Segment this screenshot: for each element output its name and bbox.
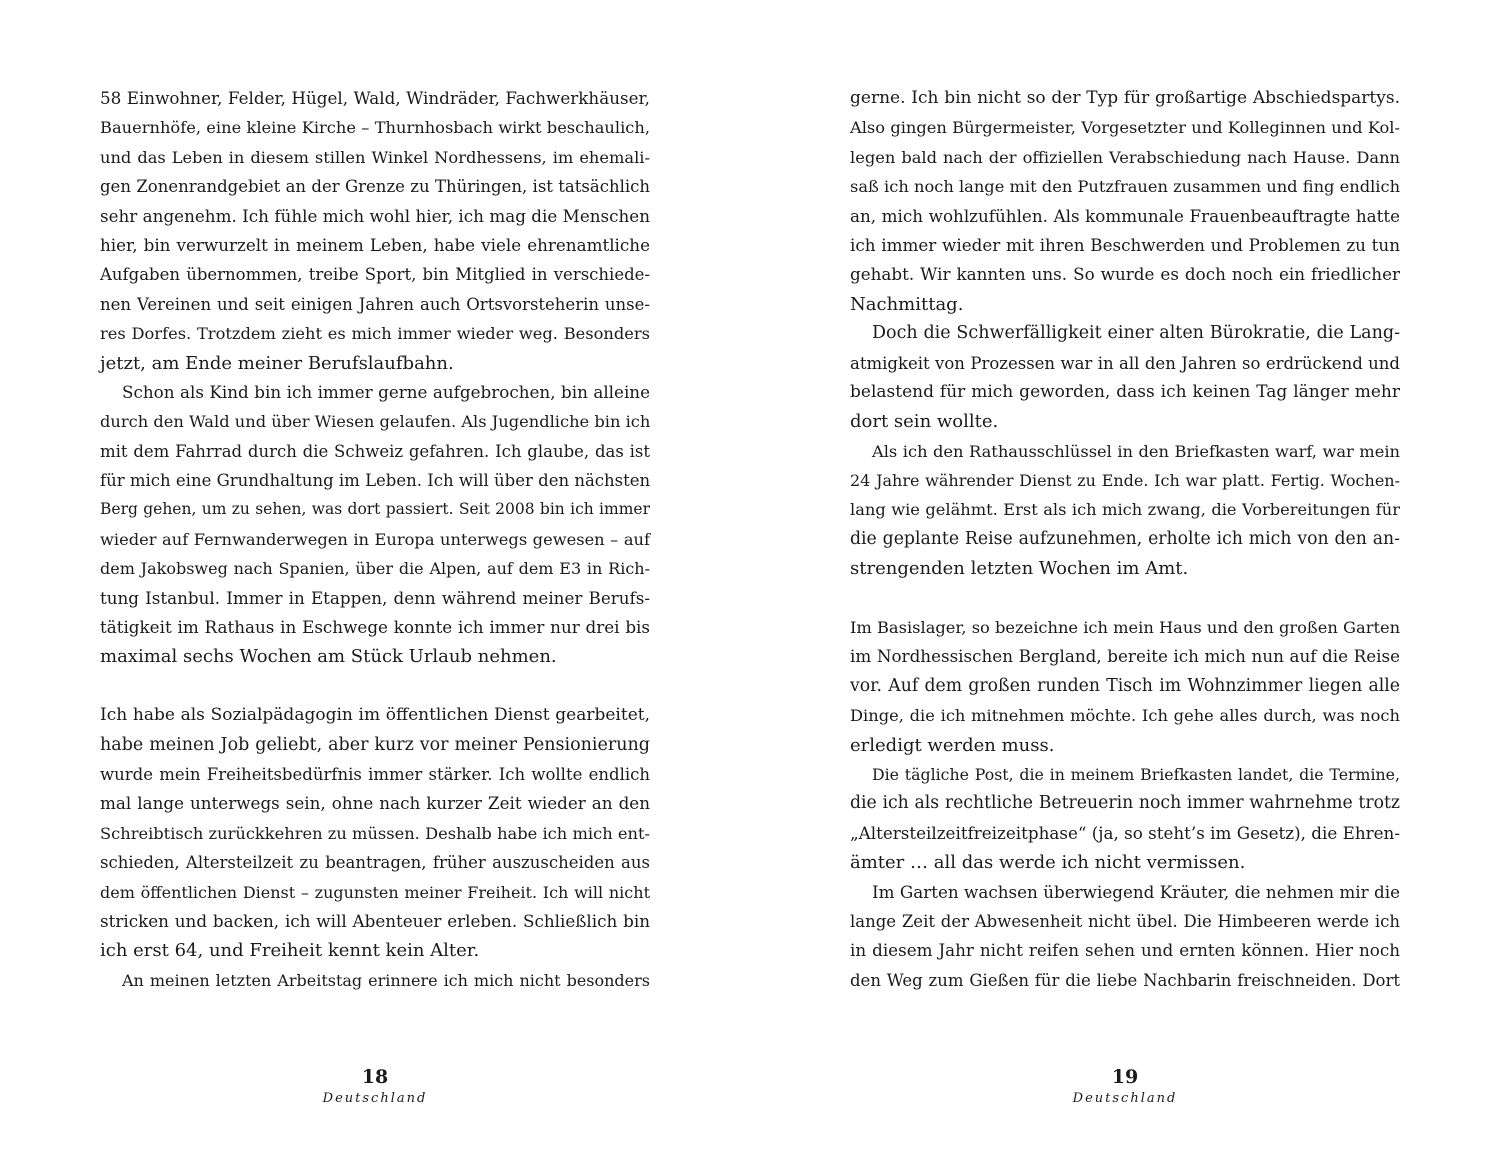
text-line: belastend für mich geworden, dass ich keinen Tag länger mehr	[850, 381, 1400, 402]
text-line: an, mich wohlzufühlen. Als kommunale Frauenbeauftragte hatte	[850, 205, 1400, 226]
running-title: Deutschland	[322, 1091, 428, 1106]
text-line: dort sein wollte.	[850, 411, 999, 433]
text-line: die geplante Reise aufzunehmen, erholte ich mich von den an-	[850, 528, 1400, 549]
text-line: 24 Jahre währender Dienst zu Ende. Ich war platt. Fertig. Wochen-	[850, 471, 1400, 491]
right-page-text	[850, 84, 1400, 995]
text-line: im Nordhessischen Bergland, bereite ich mich nun auf die Reise	[850, 646, 1400, 667]
text-line: Also gingen Bürgermeister, Vorgesetzter und Kolleginnen und Kol-	[850, 118, 1400, 138]
text-line: wurde mein Freiheitsbedürfnis immer stärker. Ich wollte endlich	[100, 764, 650, 784]
text-line: Doch die Schwerfälligkeit einer alten Bürokratie, die Lang-	[872, 323, 1400, 344]
text-line: Die tägliche Post, die in meinem Briefkasten landet, die Termine,	[872, 764, 1400, 784]
text-line: An meinen letzten Arbeitstag erinnere ich mich nicht besonders	[122, 970, 650, 990]
text-line: Berg gehen, um zu sehen, was dort passiert. Seit 2008 bin ich immer	[100, 500, 650, 519]
page-number: 19	[1111, 1066, 1139, 1088]
text-line: ich erst 64, und Freiheit kennt kein Alter.	[100, 940, 480, 962]
text-line: stricken und backen, ich will Abenteuer erleben. Schließlich bin	[100, 910, 650, 931]
text-line: Schreibtisch zurückkehren zu müssen. Deshalb habe ich mich ent-	[100, 823, 650, 843]
section-break	[850, 584, 1400, 613]
text-line: 58 Einwohner, Felder, Hügel, Wald, Windräder, Fachwerkhäuser,	[100, 88, 650, 108]
running-title: Deutschland	[1072, 1091, 1178, 1106]
right-page	[750, 0, 1500, 1167]
text-line: Im Garten wachsen überwiegend Kräuter, die nehmen mir die	[872, 881, 1400, 902]
text-line: Nachmittag.	[850, 293, 964, 315]
text-line: den Weg zum Gießen für die liebe Nachbarin freischneiden. Dort	[850, 970, 1400, 990]
text-line: Ich habe als Sozialpädagogin im öffentlichen Dienst gearbeitet,	[100, 705, 650, 726]
text-line: res Dorfes. Trotzdem zieht es mich immer wieder weg. Besonders	[100, 324, 650, 344]
text-line: tätigkeit im Rathaus in Eschwege konnte ich immer nur drei bis	[100, 617, 650, 638]
page-number: 18	[361, 1066, 389, 1088]
left-page-text	[100, 84, 650, 995]
text-line: schieden, Altersteilzeit zu beantragen, früher auszuscheiden aus	[100, 853, 650, 873]
text-line: Aufgaben übernommen, treibe Sport, bin Mitglied in verschiede-	[100, 265, 650, 285]
text-line: in diesem Jahr nicht reifen sehen und ernten können. Hier noch	[850, 940, 1400, 961]
text-line: und das Leben in diesem stillen Winkel Nordhessens, im ehemali-	[100, 147, 650, 167]
text-line: wieder auf Fernwanderwegen in Europa unterwegs gewesen – auf	[100, 529, 650, 549]
text-line: lange Zeit der Abwesenheit nicht übel. Die Himbeeren werde ich	[850, 911, 1400, 931]
text-line: „Altersteilzeitfreizeitphase“ (ja, so steht’s im Gesetz), die Ehren-	[850, 822, 1400, 843]
text-line: habe meinen Job geliebt, aber kurz vor meiner Pensionierung	[100, 734, 650, 755]
text-line: vor. Auf dem großen runden Tisch im Wohnzimmer liegen alle	[850, 675, 1400, 696]
text-line: tung Istanbul. Immer in Etappen, denn während meiner Berufs-	[100, 587, 650, 608]
text-line: ich immer wieder mit ihren Beschwerden und Problemen zu tun	[850, 234, 1400, 255]
text-line: legen bald nach der offiziellen Verabschiedung nach Hause. Dann	[850, 147, 1400, 167]
text-line: erledigt werden muss.	[850, 734, 1055, 756]
text-line: atmigkeit von Prozessen war in all den Jahren so erdrückend und	[850, 353, 1400, 373]
text-line: Dinge, die ich mitnehmen möchte. Ich gehe alles durch, was noch	[850, 706, 1400, 726]
text-line: mit dem Fahrrad durch die Schweiz gefahren. Ich glaube, das ist	[100, 441, 650, 461]
left-page-footer	[275, 1064, 475, 1108]
text-line: saß ich noch lange mit den Putzfrauen zusammen und fing endlich	[850, 177, 1401, 197]
right-page-footer	[1025, 1064, 1225, 1108]
section-break	[100, 672, 650, 701]
text-line: durch den Wald und über Wiesen gelaufen. Als Jugendliche bin ich	[100, 412, 651, 432]
text-line: die ich als rechtliche Betreuerin noch immer wahrnehme trotz	[850, 793, 1400, 814]
text-line: nen Vereinen und seit einigen Jahren auch Ortsvorsteherin unse-	[100, 294, 650, 314]
text-line: Bauernhöfe, eine kleine Kirche – Thurnhosbach wirkt beschaulich,	[100, 118, 650, 138]
text-line: gehabt. Wir kannten uns. So wurde es doch noch ein friedlicher	[850, 264, 1400, 285]
text-line: Als ich den Rathausschlüssel in den Briefkasten warf, war mein	[872, 441, 1400, 461]
text-line: dem Jakobsweg nach Spanien, über die Alpen, auf dem E3 in Rich-	[100, 559, 650, 579]
text-line: für mich eine Grundhaltung im Leben. Ich will über den nächsten	[100, 471, 651, 491]
text-line: gen Zonenrandgebiet an der Grenze zu Thüringen, ist tatsächlich	[100, 177, 650, 197]
text-line: Im Basislager, so bezeichne ich mein Haus und den großen Garten	[850, 618, 1401, 638]
text-line: hier, bin verwurzelt in meinem Leben, habe viele ehrenamtliche	[100, 234, 650, 255]
text-line: maximal sechs Wochen am Stück Urlaub nehmen.	[100, 646, 557, 668]
text-line: jetzt, am Ende meiner Berufslaufbahn.	[100, 352, 454, 374]
text-line: mal lange unterwegs sein, ohne nach kurzer Zeit wieder an den	[100, 793, 650, 814]
text-line: Schon als Kind bin ich immer gerne aufgebrochen, bin alleine	[122, 381, 650, 402]
text-line: strengenden letzten Wochen im Amt.	[850, 558, 1189, 580]
text-line: lang wie gelähmt. Erst als ich mich zwang, die Vorbereitungen für	[850, 500, 1400, 520]
text-line: gerne. Ich bin nicht so der Typ für großartige Abschiedspartys.	[850, 88, 1400, 108]
text-line: ämter … all das werde ich nicht vermissen.	[850, 852, 1246, 874]
text-line: sehr angenehm. Ich fühle mich wohl hier, ich mag die Menschen	[100, 205, 650, 226]
text-line: dem öffentlichen Dienst – zugunsten meiner Freiheit. Ich will nicht	[100, 882, 650, 902]
